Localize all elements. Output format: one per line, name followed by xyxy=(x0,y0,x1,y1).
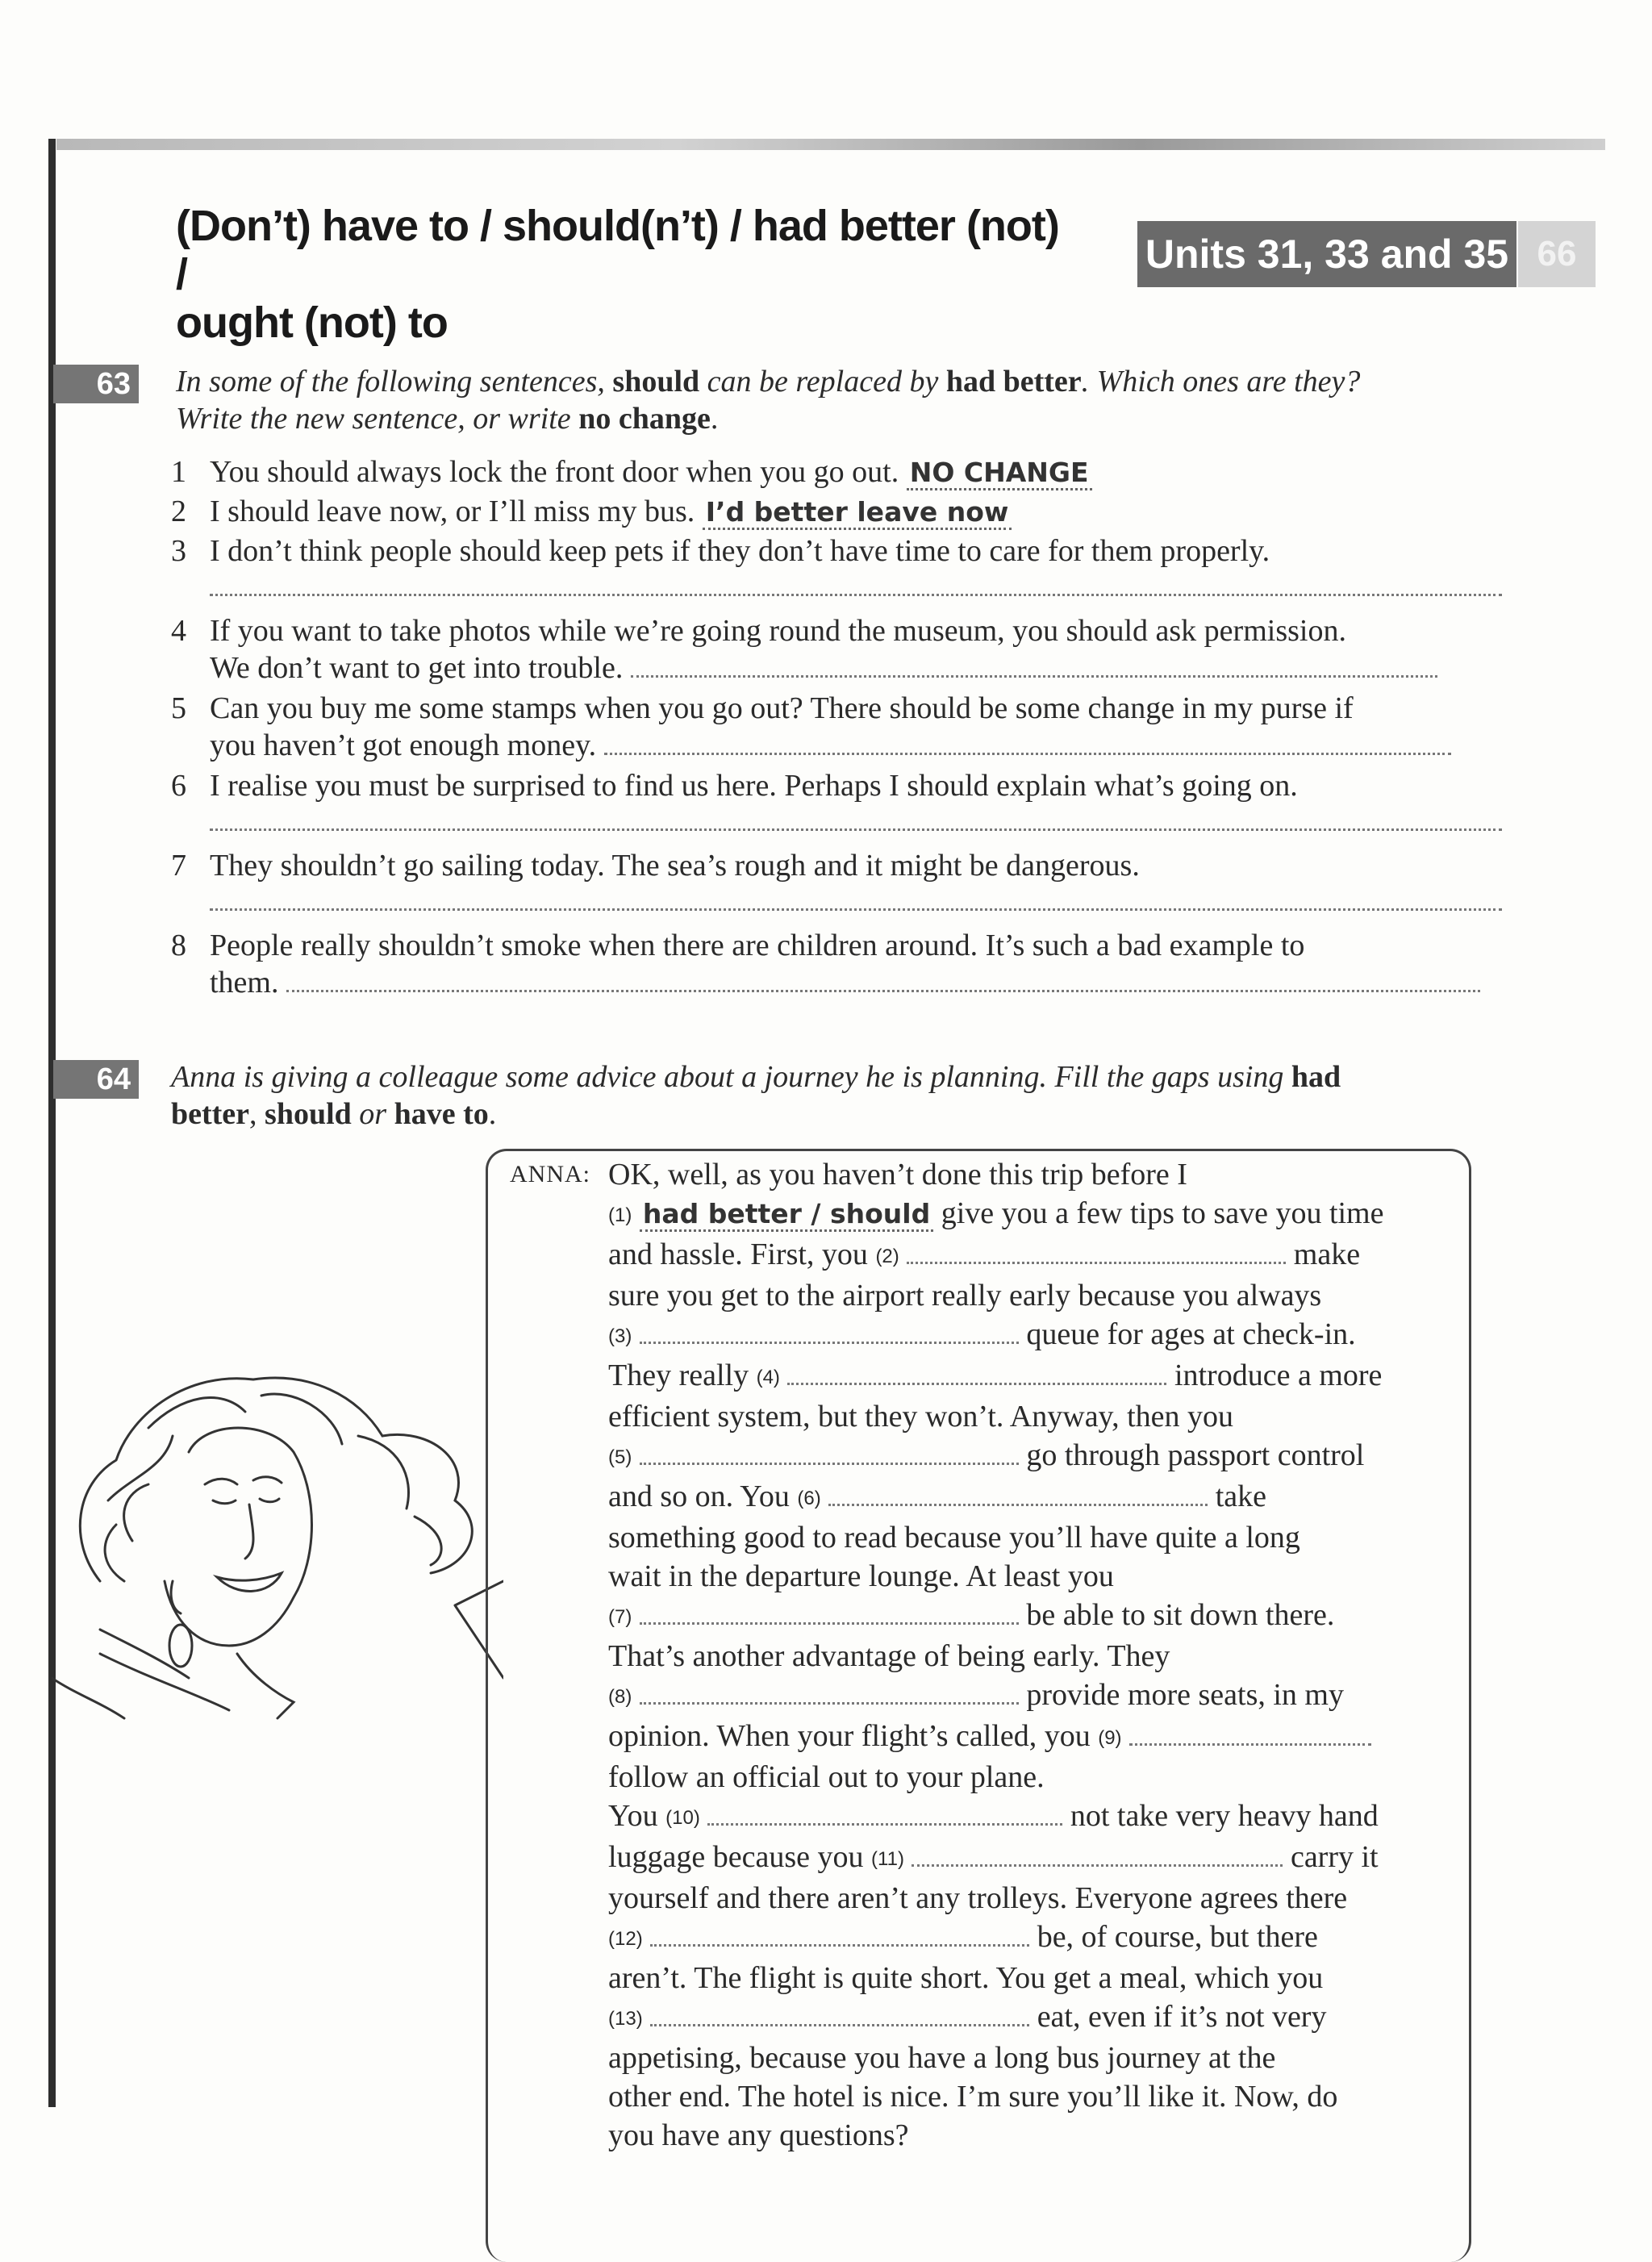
gap-10-field[interactable] xyxy=(707,1799,1062,1826)
exercise-number-64: 64 xyxy=(53,1060,139,1099)
exercise-64-instruction: Anna is giving a colleague some advice about a journey he is planning. Fill the gaps using had better, should or have to. xyxy=(171,1060,1341,1131)
list-item: 1 You should always lock the front door when you go out. NO CHANGE xyxy=(171,453,1502,491)
answer-field[interactable]: I’d better leave now xyxy=(703,496,1012,530)
list-item: 7 They shouldn’t go sailing today. The sea’s rough and it might be dangerous. xyxy=(171,849,1140,883)
list-item: 8 People really shouldn’t smoke when there are children around. It’s such a bad example to them. xyxy=(171,927,1502,1001)
answer-line[interactable] xyxy=(631,649,1437,678)
units-badge: Units 31, 33 and 35 xyxy=(1137,221,1516,287)
answer-line[interactable] xyxy=(286,964,1480,992)
anna-speech-text: ANNA: OK, well, as you haven’t done this trip before I (1) had better / should give you a few tips to save you time and hassle. First, you (2) make sure you get to the airport really early because you always (3) queue for ages at check-in. They really (4) introduce a more efficient system, but they won’t. Anyway, then you (5) go through passport control and so on. You (6) take something good to read because you’ll have quite a long wait in the departure lounge. At least you (7) be able to sit down there. That’s another advantage of being early. They (8) provide more seats, in my opinion. When your flight’s called, you (9) follow an official out to your plane. You (10) not take very heavy hand luggage because you (11) carry it yourself and there aren’t any trolleys. Everyone agrees there (12) be, of course, but there aren’t. The flight is quite short. You get a meal, which you (13) eat, even if it’s not very appetising, because you have a long bus journey at the other end. The hotel is nice. I’m sure you’ll like it. Now, do you have any questions? xyxy=(510,1155,1437,2155)
page-binding-edge xyxy=(48,139,56,2107)
gap-11-field[interactable] xyxy=(912,1840,1283,1867)
gap-4-field[interactable] xyxy=(787,1358,1166,1385)
gap-1-answer[interactable]: had better / should xyxy=(640,1198,933,1232)
gap-2-field[interactable] xyxy=(907,1237,1286,1264)
gap-8-field[interactable] xyxy=(640,1678,1019,1705)
top-page-shadow xyxy=(56,139,1605,150)
exercise-number-63: 63 xyxy=(53,365,139,403)
anna-illustration xyxy=(52,1339,503,1726)
gap-12-field[interactable] xyxy=(650,1920,1029,1947)
list-item: 6 I realise you must be surprised to find us here. Perhaps I should explain what’s going on. xyxy=(171,769,1298,803)
answer-line[interactable] xyxy=(210,884,1502,911)
gap-9-field[interactable] xyxy=(1129,1719,1371,1746)
page-title: (Don’t) have to / should(n’t) / had better (not) / ought (not) to xyxy=(176,202,1059,347)
list-item: 5 Can you buy me some stamps when you go out? There should be some change in my purse if you haven’t got enough money. xyxy=(171,690,1502,764)
answer-line[interactable] xyxy=(210,570,1502,596)
list-item: 3 I don’t think people should keep pets if they don’t have time to care for them properly. xyxy=(171,534,1270,568)
exercise-63-items xyxy=(171,453,1502,1001)
answer-field[interactable]: NO CHANGE xyxy=(907,457,1092,490)
speaker-label: ANNA: xyxy=(510,1161,590,1187)
list-item: 4 If you want to take photos while we’re going round the museum, you should ask permission. We don’t want to get into trouble. xyxy=(171,612,1502,687)
list-item: 2 I should leave now, or I’ll miss my bus. I’d better leave now xyxy=(171,493,1502,531)
answer-line[interactable] xyxy=(210,804,1502,831)
answer-line[interactable] xyxy=(604,727,1451,755)
gap-6-field[interactable] xyxy=(828,1479,1208,1506)
gap-7-field[interactable] xyxy=(640,1598,1019,1625)
ghost-page-badge: 66 xyxy=(1518,221,1596,287)
exercise-63-instruction: In some of the following sentences, should can be replaced by had better. Which ones are they? Write the new sentence, or write no change. xyxy=(176,365,1361,436)
gap-13-field[interactable] xyxy=(650,2000,1029,2026)
gap-3-field[interactable] xyxy=(640,1317,1019,1344)
gap-5-field[interactable] xyxy=(640,1438,1019,1465)
